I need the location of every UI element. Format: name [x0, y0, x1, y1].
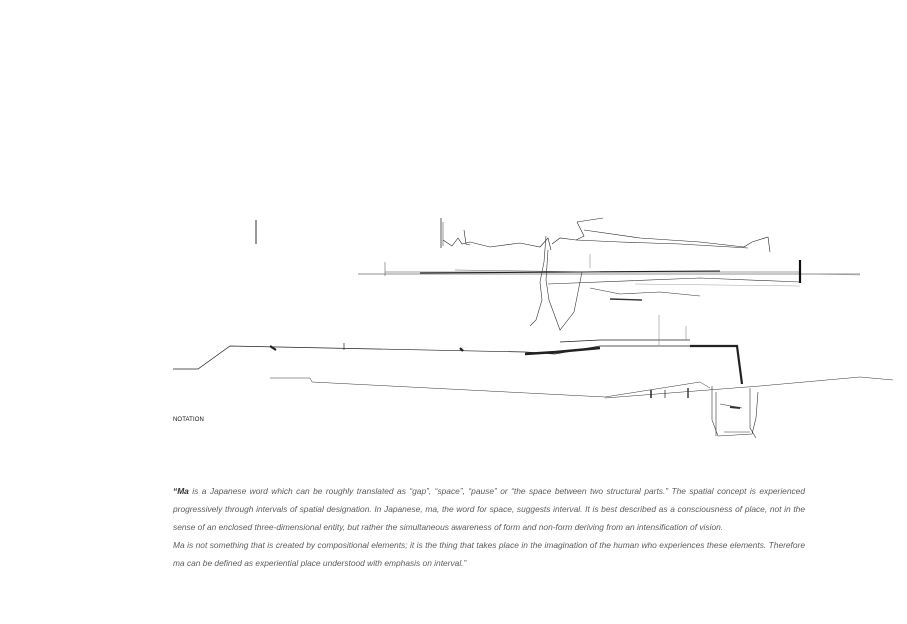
vertical-wandering-line — [530, 236, 800, 330]
middle-ground-line — [173, 315, 742, 384]
quote-paragraph-1 — [173, 482, 805, 536]
quote-paragraph-2: Ma is not something that is created by compositional elements; it is the thing that takes place in the imagination of the human who experiences these elements. Therefore ma can be defined as experiential place understood with emphasis on interval.” — [173, 540, 805, 568]
pit-structure — [712, 386, 758, 438]
horizontal-line-upper — [358, 254, 860, 283]
upper-line-fragment — [441, 218, 770, 252]
notation-label: NOTATION — [173, 417, 204, 423]
quote-lead-word: “Ma — [173, 486, 189, 496]
lower-sloping-line — [270, 377, 893, 398]
quote-paragraph-1-text: is a Japanese word which can be roughly translated as “gap”, “space”, “pause” or “the space between two structural parts.” The spatial concept is experienced progressively through intervals of spatial designation. In Japanese, ma, the word for space, suggests interval. It is best described as a consciousness of place, not in the sense of an enclosed three-dimensional entity, but rather the simultaneous awareness of form and non-form deriving from an intensification of vision. — [173, 486, 805, 532]
ma-quote — [173, 482, 805, 572]
